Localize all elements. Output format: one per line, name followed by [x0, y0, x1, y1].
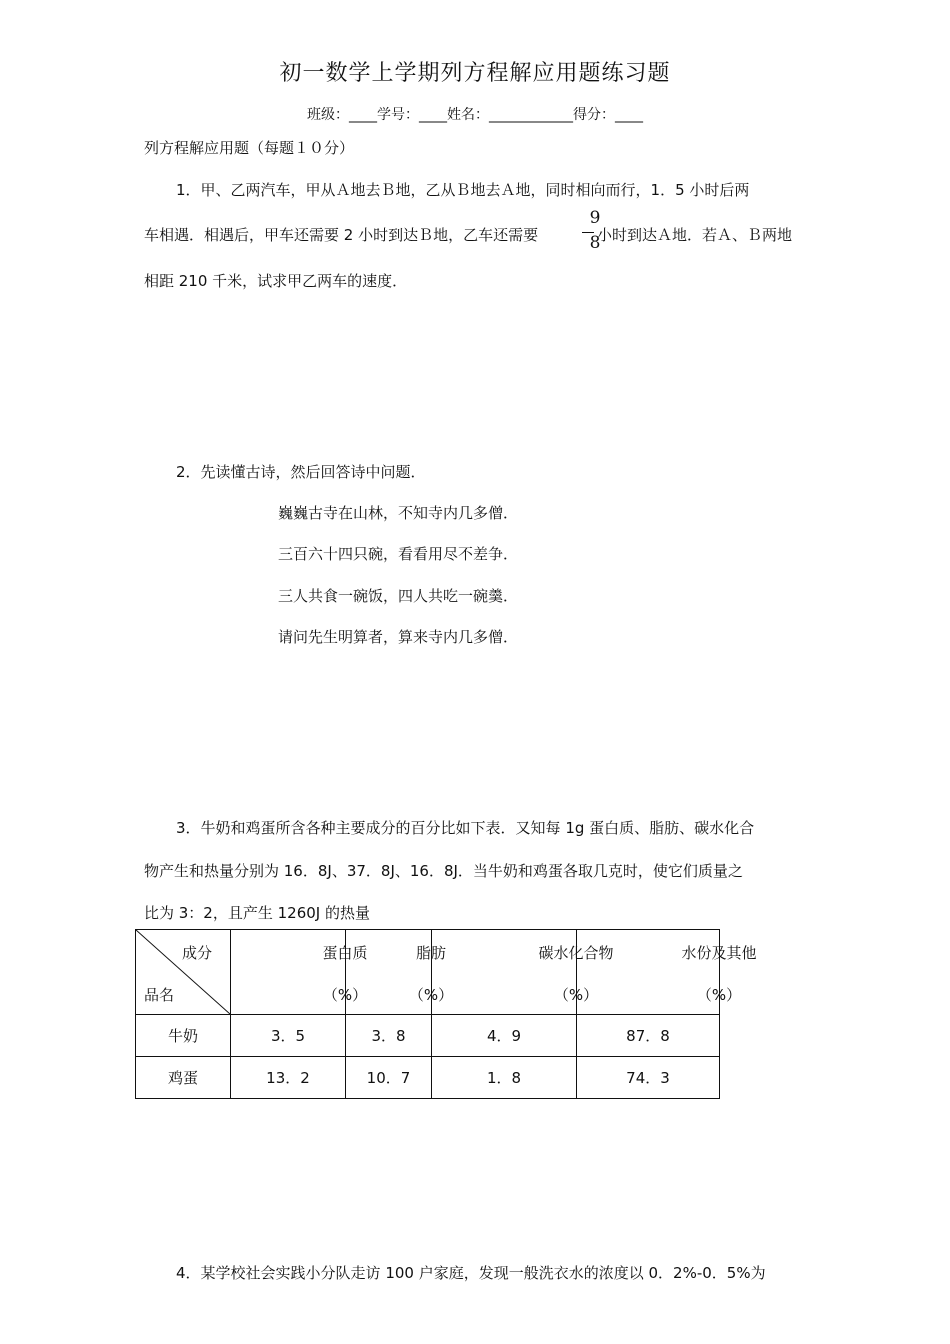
q2-intro: 2．先读懂古诗，然后回答诗中问题．	[176, 463, 426, 481]
poem-line: 请问先生明算者，算来寺内几多僧．	[278, 628, 519, 646]
q3-line-2: 物产生和热量分别为 16．8J、37．8J、16．8J．当牛奶和鸡蛋各取几克时，使它们质量之	[144, 862, 743, 880]
student-info-line: 班级：____学号：____姓名：____________得分：____	[307, 107, 643, 123]
q1-line-1: 1．甲、乙两汽车，甲从Ａ地去Ｂ地，乙从Ｂ地去Ａ地，同时相向而行，1．5 小时后两	[176, 181, 750, 199]
table-header-row	[136, 930, 720, 1015]
table-header-cell	[432, 930, 614, 1015]
row-name-cell: 牛奶	[136, 1015, 231, 1057]
column-name: 蛋白质	[322, 944, 368, 962]
section-heading: 列方程解应用题（每题１０分）	[144, 139, 355, 157]
table-cell: 10．7	[346, 1057, 432, 1099]
q1-line-3: 相距 210 千米，试求甲乙两车的速度．	[144, 272, 408, 290]
nutrition-table	[135, 929, 757, 1099]
corner-row-label: 品名	[144, 986, 175, 1004]
table-cell: 4．9	[432, 1015, 577, 1057]
table-cell: 3．5	[231, 1015, 346, 1057]
table-cell: 13．2	[231, 1057, 346, 1099]
table-corner-cell	[136, 930, 231, 1015]
row-name-cell: 鸡蛋	[136, 1057, 231, 1099]
corner-column-label: 成分	[181, 944, 212, 962]
table-cell: 74．3	[577, 1057, 720, 1099]
table-cell: 3．8	[346, 1015, 432, 1057]
column-unit: （%）	[553, 986, 599, 1004]
fraction-denominator: 8	[589, 233, 601, 253]
table-row	[136, 1057, 720, 1099]
q1-line-2-after: 小时到达Ａ地．若Ａ、Ｂ两地	[597, 226, 793, 244]
table-header-cell	[577, 930, 757, 1015]
table-cell: 1．8	[432, 1057, 577, 1099]
poem-line: 巍巍古寺在山林，不知寺内几多僧．	[278, 504, 519, 522]
q3-line-1: 3．牛奶和鸡蛋所含各种主要成分的百分比如下表．又知每 1g 蛋白质、脂肪、碳水化合	[176, 819, 755, 837]
column-unit: （%）	[322, 986, 368, 1004]
table-header-cell	[346, 930, 454, 1015]
q4-line-1: 4．某学校社会实践小分队走访 100 户家庭，发现一般洗衣水的浓度以 0．2%-0．5%为	[176, 1264, 766, 1282]
column-name: 碳水化合物	[538, 944, 614, 962]
table-row	[136, 1015, 720, 1057]
q3-line-3: 比为 3：2，且产生 1260J 的热量	[144, 904, 370, 922]
column-unit: （%）	[696, 986, 742, 1004]
poem-line: 三百六十四只碗，看看用尽不差争．	[278, 545, 519, 563]
poem-line: 三人共食一碗饭，四人共吃一碗羹．	[278, 587, 519, 605]
column-name: 脂肪	[415, 944, 446, 962]
column-name: 水份及其他	[681, 944, 757, 962]
table-cell: 87．8	[577, 1015, 720, 1057]
column-unit: （%）	[408, 986, 454, 1004]
q1-line-2-before: 车相遇．相遇后，甲车还需要 2 小时到达Ｂ地，乙车还需要	[144, 226, 539, 244]
table-header-cell	[231, 930, 368, 1015]
fraction-numerator: 9	[589, 208, 601, 228]
page-title: 初一数学上学期列方程解应用题练习题	[279, 61, 671, 86]
